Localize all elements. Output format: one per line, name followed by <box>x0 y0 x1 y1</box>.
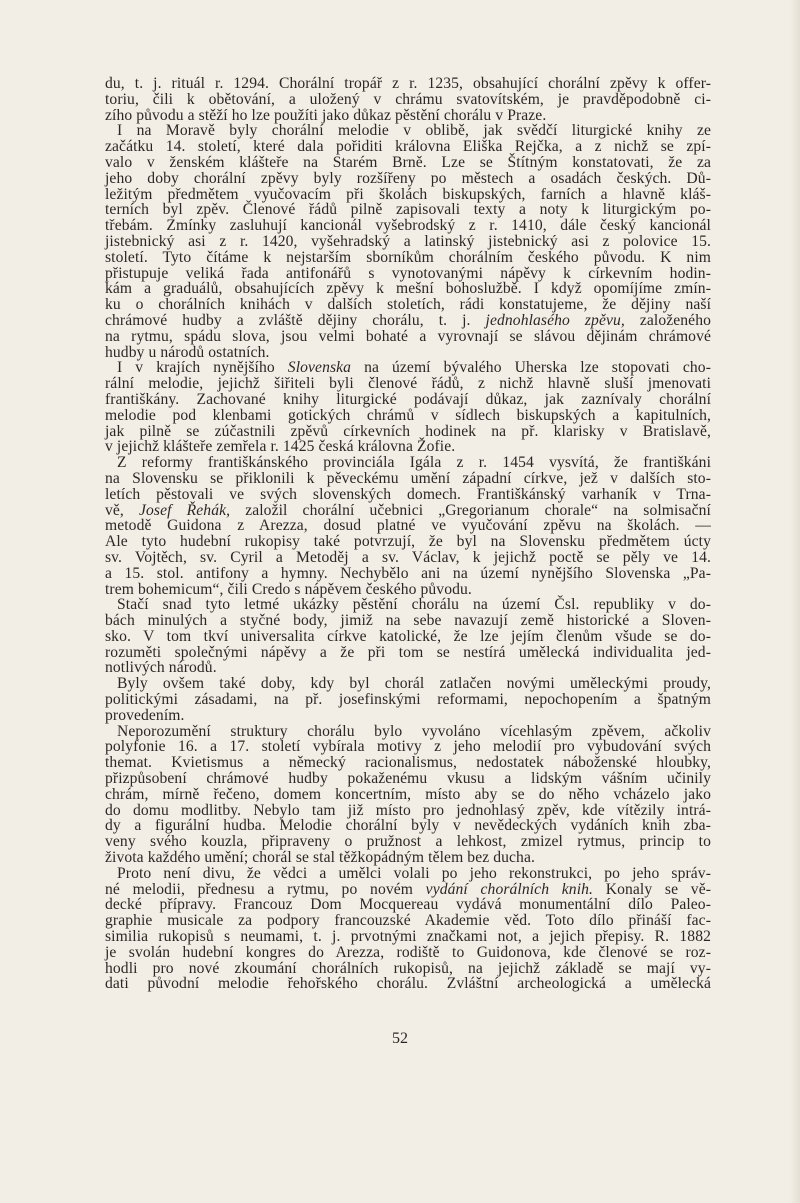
text-line: decké přípravy. Francouz Dom Mocquereau vydává monumentální dílo Paleo- <box>105 896 711 914</box>
page-edge-shadow <box>790 0 800 1203</box>
text-line: třebám. Zmínky zasluhují kancionál vyšebrodský z r. 1410, dále český kancionál <box>105 217 711 235</box>
text-line: a 15. stol. antifony a hymny. Nechybělo ani na území nynějšího Slovenska „Pa- <box>105 564 711 582</box>
text-line: sko. V tom tkví universalita církve katolické, že lze jejím členům všude se do- <box>105 627 711 645</box>
body-text <box>105 76 711 992</box>
text-line: Ale tyto hudební rukopisy také potvrzují, že byl na Slovensku předmětem úcty <box>105 533 711 551</box>
text-span: na území bývalého Uherska lze stopovati cho- <box>351 359 711 377</box>
text-line: začátku 14. století, které dala pořiditi královna Eliška Rejčka, a z nichž se zpí- <box>105 138 711 156</box>
text-line: metodě Guidona z Arezza, dosud platné ve vyučování zpěvu na školách. — <box>105 517 711 535</box>
text-line: kám a graduálů, obsahujících zpěvy k mešní bohoslužbě. I když opomíjíme zmín- <box>105 280 711 298</box>
text-line: století. Tyto čítáme k nejstarším sborníkům chorálním českého původu. K nim <box>105 248 711 266</box>
text-line: Proto není divu, že vědci a umělci volali po jeho rekonstrukci, po jeho správ- <box>117 864 711 882</box>
text-line: provedením. <box>105 706 185 724</box>
text-line: sv. Vojtěch, sv. Cyril a Metoděj a sv. Václav, k jejichž poctě se pěly ve 14. <box>105 548 711 566</box>
text-line: v jejichž klášteře zemřela r. 1425 česká královna Žofie. <box>105 438 456 456</box>
text-line <box>105 503 711 519</box>
text-line: je svolán hudební kongres do Arezza, rodiště to Guidonova, kde členové se roz- <box>105 943 711 961</box>
text-line: rální melodie, jejichž šiřiteli byli členové řádů, z nichž hlavně sluší jmenovati <box>105 375 711 393</box>
text-line: Stačí snad tyto letmé ukázky pěstění chorálu na území Čsl. republiky v do- <box>117 596 711 614</box>
text-span: chrámové hudby a zvláště dějiny chorálu, t. j. <box>105 311 486 329</box>
text-line: trem bohemicum“, čili Credo s nápěvem českého původu. <box>105 580 472 598</box>
text-line: na Slovensku se přiklonili k pěveckému umění západní církve, jež v dalších sto- <box>105 469 711 487</box>
text-line: themat. Kvietismus a německý racionalismus, nedostatek náboženské hloubky, <box>105 754 711 772</box>
text-line: letích pěstovali ve svých slovenských domech. Františkánský varhaník v Trna- <box>105 485 711 503</box>
text-line: politickými zásadami, na př. josefinskými reformami, nepochopením a špatným <box>105 691 711 709</box>
text-line: Neporozumění struktury chorálu bylo vyvoláno vícehlasým zpěvem, ačkoliv <box>117 722 711 740</box>
text-line: jeho doby chorální zpěvy byly rozšířeny po městech a osadách českých. Dů- <box>105 169 711 187</box>
text-line <box>105 882 711 898</box>
text-span: založil chorální učebnici „Gregorianum chorale“ na solmisační <box>230 501 711 519</box>
text-line: ležitým předmětem vyučovacím při školách biskupských, farních a hlavně kláš- <box>105 185 711 203</box>
text-line: hodli pro nové zkoumání chorálních rukopisů, na jejichž základě se mají vy- <box>105 959 711 977</box>
text-line: I na Moravě byly chorální melodie v oblibě, jak svědčí liturgické knihy ze <box>117 122 711 140</box>
text-line: terních byl zpěv. Členové řádů pilně zapisovali texty a noty k liturgickým po- <box>105 201 711 219</box>
italic-text: jednohlasého zpěvu, <box>485 311 625 329</box>
text-line <box>105 313 711 329</box>
text-line: graphie musicale za podpory francouzské Akademie věd. Toto dílo přináší fac- <box>105 912 711 930</box>
text-line: přizpůsobení chrámové hudby pokaženému vkusu a lidským vášním učinily <box>105 770 711 788</box>
text-line: notlivých národů. <box>105 659 217 677</box>
text-line: hudby u národů ostatních. <box>105 343 270 361</box>
text-line: Byly ovšem také doby, kdy byl chorál zatlačen novými uměleckými proudy, <box>117 675 711 693</box>
text-line: dati původní melodie řehořského chorálu. Zvláštní archeologická a umělecká <box>105 975 711 993</box>
text-line: chrám, mírně řečeno, domem koncertním, místo aby se do něho vcházelo jako <box>105 785 711 803</box>
italic-text: Slovenska <box>287 359 352 377</box>
text-line: veny svého kouzla, připraveny o pružnost a lehkost, zmizel rytmus, princip to <box>105 833 711 851</box>
text-span: Konaly se vě- <box>593 880 712 898</box>
text-line: similia rukopisů s neumami, t. j. prvotnými značkami not, a jejich přepisy. R. 1882 <box>105 928 711 946</box>
text-line: života každého umění; chorál se stal těžkopádným tělem bez ducha. <box>105 849 535 867</box>
text-line: zího původu a stěží ho lze použíti jako důkaz pěstění chorálu v Praze. <box>105 106 547 124</box>
text-line: ku o chorálních knihách v dalších stoletích, rádi konstatujeme, že dějiny naší <box>105 296 711 314</box>
text-line: toriu, čili k obětování, a uložený v chrámu svatovítském, je pravděpodobně ci- <box>105 90 711 108</box>
text-line: do domu modlitby. Nebylo tam již místo pro jednohlasý zpěv, kde vítězily intrá- <box>105 801 711 819</box>
text-line: jistebnický asi z r. 1420, vyšehradský a latinský jistebnický asi z polovice 15. <box>105 232 711 250</box>
text-line: Z reformy františkánského provinciála Igála z r. 1454 vysvítá, že františkáni <box>117 454 711 472</box>
text-line: du, t. j. rituál r. 1294. Chorální tropář z r. 1235, obsahující chorální zpěvy k offer- <box>105 75 711 92</box>
text-line: rozuměti společnými nápěvy a že při tom se nestírá umělecká individualita jed- <box>105 643 711 661</box>
text-span: vě, <box>105 501 140 519</box>
text-span: založeného <box>624 311 711 329</box>
text-line: bách minulých a styčné body, jimiž na sebe navazují země historické a Sloven- <box>105 612 711 630</box>
text-line: polyfonie 16. a 17. století vybírala motivy z jeho melodií pro vybudování svých <box>105 738 711 756</box>
text-line: jak pilně se zúčastnili zpěvů církevních hodinek na př. klarisky v Bratislavě, <box>105 422 711 440</box>
text-line: dy a figurální hudba. Melodie chorální byly v nevědeckých vydáních knih zba- <box>105 817 711 835</box>
italic-text: vydání chorálních knih. <box>425 880 594 898</box>
text-line: přistupuje veliká řada antifonářů s vynotovanými nápěvy k církevním hodin- <box>105 264 711 282</box>
text-span: I v krajích nynějšího <box>117 359 288 377</box>
text-line <box>105 360 711 376</box>
text-line: valo v ženském klášteře na Starém Brně. Lze se Štítným konstatovati, že za <box>105 153 711 171</box>
text-span: né melodii, přednesu a rytmu, po novém <box>105 880 426 898</box>
page-number: 52 <box>392 1030 408 1047</box>
text-line: melodie pod klenbami gotických chrámů v sídlech biskupských a kapitulních, <box>105 406 711 424</box>
text-line: na rytmu, spádu slova, jsou velmi bohaté a vyrovnají se slávou dějinám chrámové <box>105 327 711 345</box>
italic-text: Josef Řehák, <box>139 501 231 519</box>
text-line: františkány. Zachované knihy liturgické podávají důkaz, jak zaznívaly chorální <box>105 390 711 408</box>
